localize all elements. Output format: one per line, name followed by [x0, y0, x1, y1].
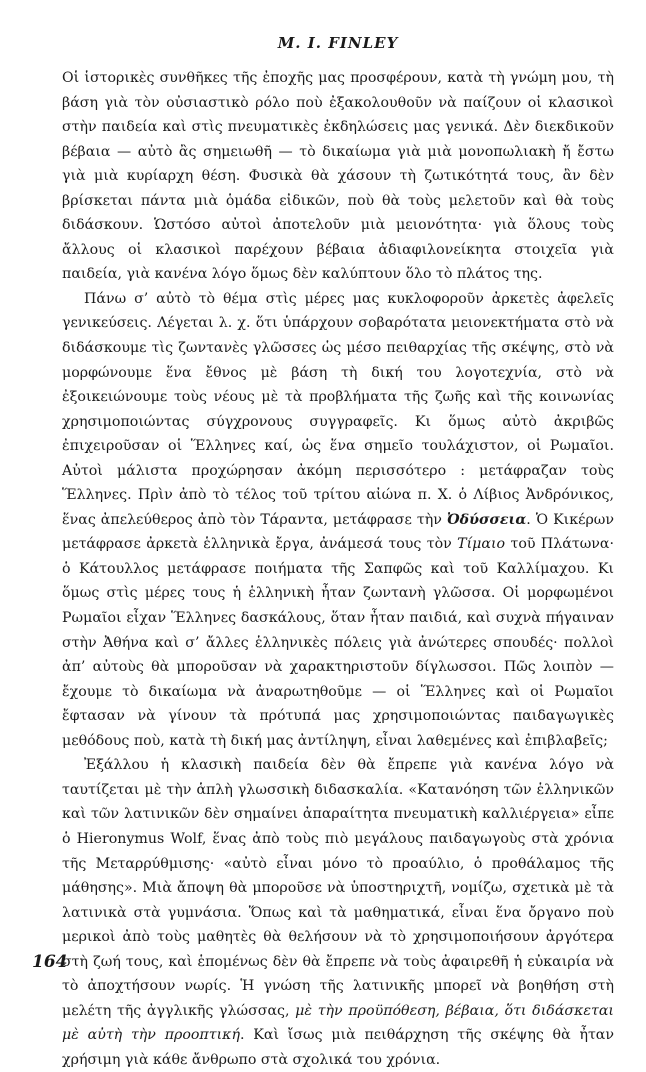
page-number: 164 [32, 952, 68, 972]
title-timaios: Τίμαιο [457, 536, 506, 553]
text-segment: τοῦ Πλάτωνα· ὁ Κάτουλλος μετάφρασε ποιήματα τῆς Σαπφῶς καὶ τοῦ Καλλίμαχου. Κι ὅμως στὶς μέρες τους ἡ ἑλληνικὴ ἦταν ζωντανὴ γλῶσσα. Οἱ μορφωμένοι Ρωμαῖοι εἶχαν Ἕλληνες δασκάλους, ὅταν ἦταν παιδιά, καὶ συχνὰ πήγαιναν στὴν Ἀθήνα καὶ σ’ ἄλλες ἑλληνικὲς πόλεις γιὰ ἀνώτερες σπουδές· πολλοὶ ἀπ’ αὐτοὺς θὰ μποροῦσαν νὰ χαρακτηριστοῦν δίγλωσσοι. Πῶς λοιπὸν — ἔχουμε τὸ δικαίωμα νὰ ἀναρωτηθοῦμε — οἱ Ἕλληνες καὶ οἱ Ρωμαῖοι ἔφτασαν νὰ γίνουν τὰ πρότυπά μας χρησιμοποιώντας παιδαγωγικὲς μεθόδους ποὺ, κατὰ τὴ δική μας ἀντίληψη, εἶναι λαθεμένες καὶ ἐπιβλαβεῖς; [62, 536, 614, 749]
text-segment: Ἐξάλλου ἡ κλασικὴ παιδεία δὲν θὰ ἔπρεπε γιὰ κανένα λόγο νὰ ταυτίζεται μὲ τὴν ἁπλὴ γλωσσικὴ διδασκαλία. «Κατανόηση τῶν ἑλληνικῶν καὶ τῶν λατινικῶν δὲν σημαίνει ἀπαραίτητα πνευματικὴ καλλιέργεια» εἶπε ὁ Hieronymus Wolf, ἕνας ἀπὸ τοὺς πιὸ μεγάλους παιδαγωγοὺς στὰ χρόνια τῆς Μεταρρύθμισης· «αὐτὸ εἶναι μόνο τὸ προαύλιο, ὁ προθάλαμος τῆς μάθησης». Μιὰ ἄποψη θὰ μποροῦσε νὰ ὑποστηριχτῆ, νομίζω, σχετικὰ μὲ τὰ λατινικὰ στὰ γυμνάσια. Ὅπως καὶ τὰ μαθηματικά, εἶναι ἕνα ὄργανο ποὺ μερικοὶ ἀπὸ τοὺς μαθητὲς θὰ θελήσουν νὰ τὸ χρησιμοποιήσουν ἀργότερα στὴ ζωή τους, καὶ ἑπομένως δὲν θὰ ἔπρεπε νὰ τοὺς ἀφαιρεθῆ ἡ εὐκαιρία νὰ τὸ ἀποχτήσουν νωρίς. Ἡ γνώση τῆς λατινικῆς μπορεῖ νὰ βοηθήση στὴ μελέτη τῆς ἀγγλικῆς γλώσσας, [62, 757, 614, 1019]
text-segment: Οἱ ἱστορικὲς συνθῆκες τῆς ἐποχῆς μας προσφέρουν, κατὰ τὴ γνώμη μου, τὴ βάση γιὰ τὸν οὐσιαστικὸ ρόλο ποὺ ἐξακολουθοῦν νὰ παίζουν οἱ κλασικοὶ στὴν παιδεία καὶ στὶς πνευματικὲς ἐκδηλώσεις μας γενικά. Δὲν διεκδικοῦν βέβαια — αὐτὸ ἂς σημειωθῆ — τὸ δικαίωμα γιὰ μιὰ μονοπωλιακὴ ἤ ἔστω γιὰ μιὰ κυρίαρχη θέση. Φυσικὰ θὰ χάσουν τὴ ζωτικότητά τους, ἂν δὲν βρίσκεται πάντα μιὰ ὁμάδα εἰδικῶν, ποὺ θὰ τοὺς μελετοῦν καὶ θὰ τοὺς διδάσκουν. Ὡστόσο αὐτοὶ ἀποτελοῦν μιὰ μειονότητα· γιὰ ὅλους τοὺς ἄλλους οἱ κλασικοὶ παρέχουν βέβαια ἀδιαφιλονείκητα στοιχεῖα γιὰ παιδεία, γιὰ κανένα λόγο ὅμως δὲν καλύπτουν ὅλο τὸ πλάτος της. [62, 70, 614, 283]
paragraph-1 [62, 66, 614, 287]
running-head: M. I. FINLEY [277, 34, 399, 52]
paragraph-2 [62, 287, 614, 753]
italic-emphasis: μὲ τὴν προϋπόθεση, βέβαια, ὅτι διδάσκεται μὲ αὐτὴ τὴν προοπτική [62, 1002, 614, 1044]
paragraph-3 [62, 753, 614, 1072]
text-segment: . Καὶ ἴσως μιὰ πειθάρχηση τῆς σκέψης θὰ ἦταν χρήσιμη γιὰ κάθε ἄνθρωπο στὰ σχολικά του χρόνια. [62, 1027, 614, 1068]
text-segment: . Ὁ Κικέρων μετάφρασε ἀρκετὰ ἑλληνικὰ ἔργα, ἀνάμεσά τους τὸν [62, 511, 614, 553]
title-odysseia: Ὀδύσσεια [446, 511, 527, 528]
book-page [62, 34, 614, 1072]
text-segment: Πάνω σ’ αὐτὸ τὸ θέμα στὶς μέρες μας κυκλοφοροῦν ἀρκετὲς ἀφελεῖς γενικεύσεις. Λέγεται λ. χ. ὅτι ὑπάρχουν σοβαρότατα μειονεκτήματα στὸ νὰ διδάσκουμε τὶς ζωντανὲς γλῶσσες ὡς μέσο πειθαρχίας τῆς σκέψης, στὸ νὰ μορφώνουμε ἕνα ἔθνος μὲ βάση τὴ δική του λογοτεχνία, στὸ νὰ ἐξοικειώνουμε τοὺς νέους μὲ τὰ προβλήματα τῆς ζωῆς καὶ τῆς κοινωνίας χρησιμοποιώντας σύγχρονους συγγραφεῖς. Κι ὅμως αὐτὸ ἀκριβῶς ἐπιχειροῦσαν οἱ Ἕλληνες καί, ὡς ἕνα σημεῖο τουλάχιστον, οἱ Ρωμαῖοι. Αὐτοὶ μάλιστα προχώρησαν ἀκόμη περισσότερο : μετάφραζαν τοὺς Ἕλληνες. Πρὶν ἀπὸ τὸ τέλος τοῦ τρίτου αἰώνα π. Χ. ὁ Λίβιος Ἀνδρόνικος, ἕνας ἀπελεύθερος ἀπὸ τὸν Τάραντα, μετάφρασε τὴν [62, 290, 614, 528]
